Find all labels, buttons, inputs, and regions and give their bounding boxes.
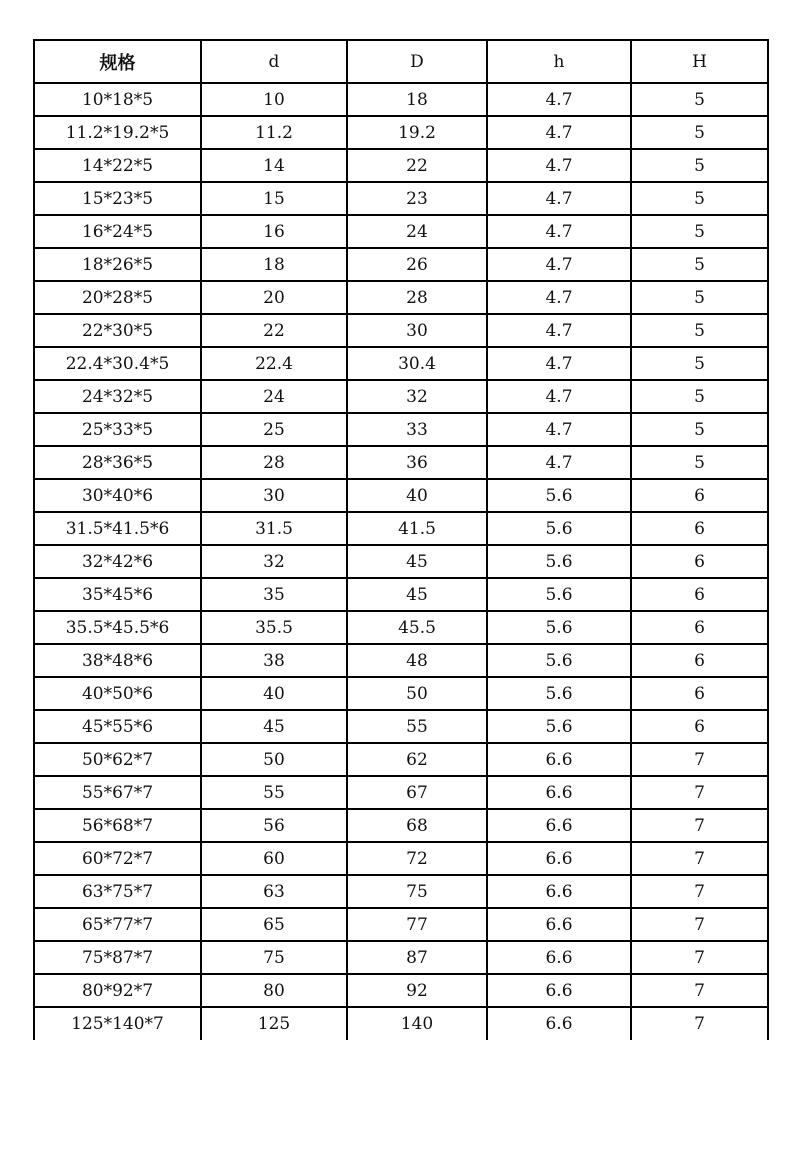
cell-h: 5.6 bbox=[487, 545, 631, 578]
cell-H: 7 bbox=[631, 842, 768, 875]
cell-spec: 35.5*45.5*6 bbox=[34, 611, 201, 644]
cell-h: 4.7 bbox=[487, 182, 631, 215]
table-row bbox=[34, 677, 768, 710]
cell-spec: 28*36*5 bbox=[34, 446, 201, 479]
cell-D: 45.5 bbox=[347, 611, 487, 644]
cell-h: 6.6 bbox=[487, 743, 631, 776]
cell-spec: 75*87*7 bbox=[34, 941, 201, 974]
cell-D: 45 bbox=[347, 578, 487, 611]
cell-D: 30 bbox=[347, 314, 487, 347]
cell-spec: 24*32*5 bbox=[34, 380, 201, 413]
table-row bbox=[34, 974, 768, 1007]
table-row bbox=[34, 809, 768, 842]
cell-D: 36 bbox=[347, 446, 487, 479]
cell-h: 6.6 bbox=[487, 941, 631, 974]
spec-table bbox=[33, 39, 769, 1040]
cell-H: 7 bbox=[631, 776, 768, 809]
cell-d: 56 bbox=[201, 809, 347, 842]
cell-spec: 40*50*6 bbox=[34, 677, 201, 710]
table-row bbox=[34, 743, 768, 776]
cell-D: 87 bbox=[347, 941, 487, 974]
cell-D: 50 bbox=[347, 677, 487, 710]
cell-H: 7 bbox=[631, 743, 768, 776]
table-row bbox=[34, 446, 768, 479]
cell-d: 24 bbox=[201, 380, 347, 413]
table-row bbox=[34, 545, 768, 578]
cell-h: 6.6 bbox=[487, 776, 631, 809]
cell-H: 7 bbox=[631, 1007, 768, 1040]
cell-H: 6 bbox=[631, 611, 768, 644]
cell-D: 55 bbox=[347, 710, 487, 743]
cell-h: 4.7 bbox=[487, 116, 631, 149]
cell-H: 5 bbox=[631, 347, 768, 380]
table-row bbox=[34, 644, 768, 677]
cell-h: 4.7 bbox=[487, 149, 631, 182]
cell-d: 30 bbox=[201, 479, 347, 512]
cell-D: 24 bbox=[347, 215, 487, 248]
cell-d: 40 bbox=[201, 677, 347, 710]
cell-D: 40 bbox=[347, 479, 487, 512]
cell-d: 50 bbox=[201, 743, 347, 776]
cell-d: 60 bbox=[201, 842, 347, 875]
cell-spec: 55*67*7 bbox=[34, 776, 201, 809]
cell-spec: 32*42*6 bbox=[34, 545, 201, 578]
cell-d: 16 bbox=[201, 215, 347, 248]
table-row bbox=[34, 281, 768, 314]
cell-d: 18 bbox=[201, 248, 347, 281]
cell-spec: 15*23*5 bbox=[34, 182, 201, 215]
table-row bbox=[34, 710, 768, 743]
cell-H: 5 bbox=[631, 380, 768, 413]
cell-spec: 56*68*7 bbox=[34, 809, 201, 842]
cell-H: 5 bbox=[631, 248, 768, 281]
table-row bbox=[34, 578, 768, 611]
table-row bbox=[34, 380, 768, 413]
cell-spec: 125*140*7 bbox=[34, 1007, 201, 1040]
cell-d: 38 bbox=[201, 644, 347, 677]
cell-h: 4.7 bbox=[487, 314, 631, 347]
cell-spec: 45*55*6 bbox=[34, 710, 201, 743]
cell-spec: 22.4*30.4*5 bbox=[34, 347, 201, 380]
table-body bbox=[34, 83, 768, 1040]
cell-d: 80 bbox=[201, 974, 347, 1007]
cell-d: 35.5 bbox=[201, 611, 347, 644]
cell-h: 6.6 bbox=[487, 875, 631, 908]
cell-h: 5.6 bbox=[487, 512, 631, 545]
cell-d: 15 bbox=[201, 182, 347, 215]
cell-H: 7 bbox=[631, 941, 768, 974]
cell-d: 125 bbox=[201, 1007, 347, 1040]
table-row bbox=[34, 314, 768, 347]
cell-h: 6.6 bbox=[487, 809, 631, 842]
cell-H: 5 bbox=[631, 314, 768, 347]
cell-H: 7 bbox=[631, 908, 768, 941]
table-row bbox=[34, 1007, 768, 1040]
cell-d: 75 bbox=[201, 941, 347, 974]
cell-H: 6 bbox=[631, 578, 768, 611]
cell-D: 18 bbox=[347, 83, 487, 116]
cell-h: 5.6 bbox=[487, 479, 631, 512]
cell-d: 35 bbox=[201, 578, 347, 611]
cell-d: 55 bbox=[201, 776, 347, 809]
cell-H: 5 bbox=[631, 83, 768, 116]
header-D: D bbox=[347, 40, 487, 83]
cell-d: 28 bbox=[201, 446, 347, 479]
cell-d: 31.5 bbox=[201, 512, 347, 545]
cell-d: 10 bbox=[201, 83, 347, 116]
cell-spec: 60*72*7 bbox=[34, 842, 201, 875]
cell-spec: 11.2*19.2*5 bbox=[34, 116, 201, 149]
table-row bbox=[34, 611, 768, 644]
cell-H: 6 bbox=[631, 479, 768, 512]
cell-D: 62 bbox=[347, 743, 487, 776]
table-row bbox=[34, 776, 768, 809]
table-row bbox=[34, 83, 768, 116]
cell-D: 45 bbox=[347, 545, 487, 578]
cell-H: 7 bbox=[631, 809, 768, 842]
table-row bbox=[34, 875, 768, 908]
header-d: d bbox=[201, 40, 347, 83]
header-spec: 规格 bbox=[34, 40, 201, 83]
cell-d: 25 bbox=[201, 413, 347, 446]
cell-D: 30.4 bbox=[347, 347, 487, 380]
cell-spec: 18*26*5 bbox=[34, 248, 201, 281]
table-row bbox=[34, 116, 768, 149]
table-row bbox=[34, 347, 768, 380]
cell-d: 22.4 bbox=[201, 347, 347, 380]
cell-spec: 22*30*5 bbox=[34, 314, 201, 347]
cell-d: 20 bbox=[201, 281, 347, 314]
cell-d: 22 bbox=[201, 314, 347, 347]
cell-spec: 35*45*6 bbox=[34, 578, 201, 611]
cell-h: 4.7 bbox=[487, 215, 631, 248]
cell-spec: 10*18*5 bbox=[34, 83, 201, 116]
cell-D: 22 bbox=[347, 149, 487, 182]
cell-spec: 50*62*7 bbox=[34, 743, 201, 776]
cell-h: 4.7 bbox=[487, 380, 631, 413]
cell-D: 92 bbox=[347, 974, 487, 1007]
table-row bbox=[34, 182, 768, 215]
cell-H: 5 bbox=[631, 215, 768, 248]
cell-D: 72 bbox=[347, 842, 487, 875]
cell-h: 5.6 bbox=[487, 710, 631, 743]
cell-d: 11.2 bbox=[201, 116, 347, 149]
cell-D: 77 bbox=[347, 908, 487, 941]
cell-h: 5.6 bbox=[487, 677, 631, 710]
cell-d: 32 bbox=[201, 545, 347, 578]
table-row bbox=[34, 512, 768, 545]
cell-d: 65 bbox=[201, 908, 347, 941]
cell-D: 32 bbox=[347, 380, 487, 413]
table-header bbox=[34, 40, 768, 83]
cell-h: 4.7 bbox=[487, 83, 631, 116]
table-row bbox=[34, 908, 768, 941]
cell-h: 6.6 bbox=[487, 1007, 631, 1040]
cell-d: 45 bbox=[201, 710, 347, 743]
cell-spec: 16*24*5 bbox=[34, 215, 201, 248]
cell-spec: 25*33*5 bbox=[34, 413, 201, 446]
cell-spec: 31.5*41.5*6 bbox=[34, 512, 201, 545]
cell-H: 6 bbox=[631, 512, 768, 545]
cell-spec: 63*75*7 bbox=[34, 875, 201, 908]
cell-spec: 20*28*5 bbox=[34, 281, 201, 314]
header-H: H bbox=[631, 40, 768, 83]
table-row bbox=[34, 941, 768, 974]
cell-spec: 14*22*5 bbox=[34, 149, 201, 182]
cell-H: 5 bbox=[631, 116, 768, 149]
cell-spec: 30*40*6 bbox=[34, 479, 201, 512]
header-row bbox=[34, 40, 768, 83]
cell-H: 7 bbox=[631, 875, 768, 908]
cell-H: 6 bbox=[631, 545, 768, 578]
cell-D: 28 bbox=[347, 281, 487, 314]
cell-spec: 80*92*7 bbox=[34, 974, 201, 1007]
cell-d: 63 bbox=[201, 875, 347, 908]
cell-H: 5 bbox=[631, 281, 768, 314]
cell-D: 68 bbox=[347, 809, 487, 842]
table-row bbox=[34, 479, 768, 512]
cell-D: 140 bbox=[347, 1007, 487, 1040]
cell-h: 4.7 bbox=[487, 413, 631, 446]
cell-h: 6.6 bbox=[487, 974, 631, 1007]
cell-D: 23 bbox=[347, 182, 487, 215]
cell-H: 5 bbox=[631, 446, 768, 479]
cell-H: 6 bbox=[631, 710, 768, 743]
header-h: h bbox=[487, 40, 631, 83]
table-row bbox=[34, 413, 768, 446]
table-row bbox=[34, 842, 768, 875]
cell-D: 48 bbox=[347, 644, 487, 677]
cell-spec: 65*77*7 bbox=[34, 908, 201, 941]
table-row bbox=[34, 215, 768, 248]
cell-D: 33 bbox=[347, 413, 487, 446]
cell-D: 19.2 bbox=[347, 116, 487, 149]
cell-D: 75 bbox=[347, 875, 487, 908]
cell-h: 4.7 bbox=[487, 347, 631, 380]
cell-d: 14 bbox=[201, 149, 347, 182]
cell-D: 67 bbox=[347, 776, 487, 809]
cell-H: 5 bbox=[631, 149, 768, 182]
cell-H: 5 bbox=[631, 182, 768, 215]
cell-spec: 38*48*6 bbox=[34, 644, 201, 677]
cell-h: 6.6 bbox=[487, 908, 631, 941]
cell-D: 26 bbox=[347, 248, 487, 281]
cell-h: 5.6 bbox=[487, 578, 631, 611]
cell-h: 5.6 bbox=[487, 644, 631, 677]
cell-h: 4.7 bbox=[487, 248, 631, 281]
cell-h: 5.6 bbox=[487, 611, 631, 644]
cell-h: 4.7 bbox=[487, 281, 631, 314]
cell-h: 4.7 bbox=[487, 446, 631, 479]
table-row bbox=[34, 248, 768, 281]
cell-H: 7 bbox=[631, 974, 768, 1007]
cell-H: 6 bbox=[631, 677, 768, 710]
table-row bbox=[34, 149, 768, 182]
cell-H: 5 bbox=[631, 413, 768, 446]
cell-h: 6.6 bbox=[487, 842, 631, 875]
cell-H: 6 bbox=[631, 644, 768, 677]
cell-D: 41.5 bbox=[347, 512, 487, 545]
